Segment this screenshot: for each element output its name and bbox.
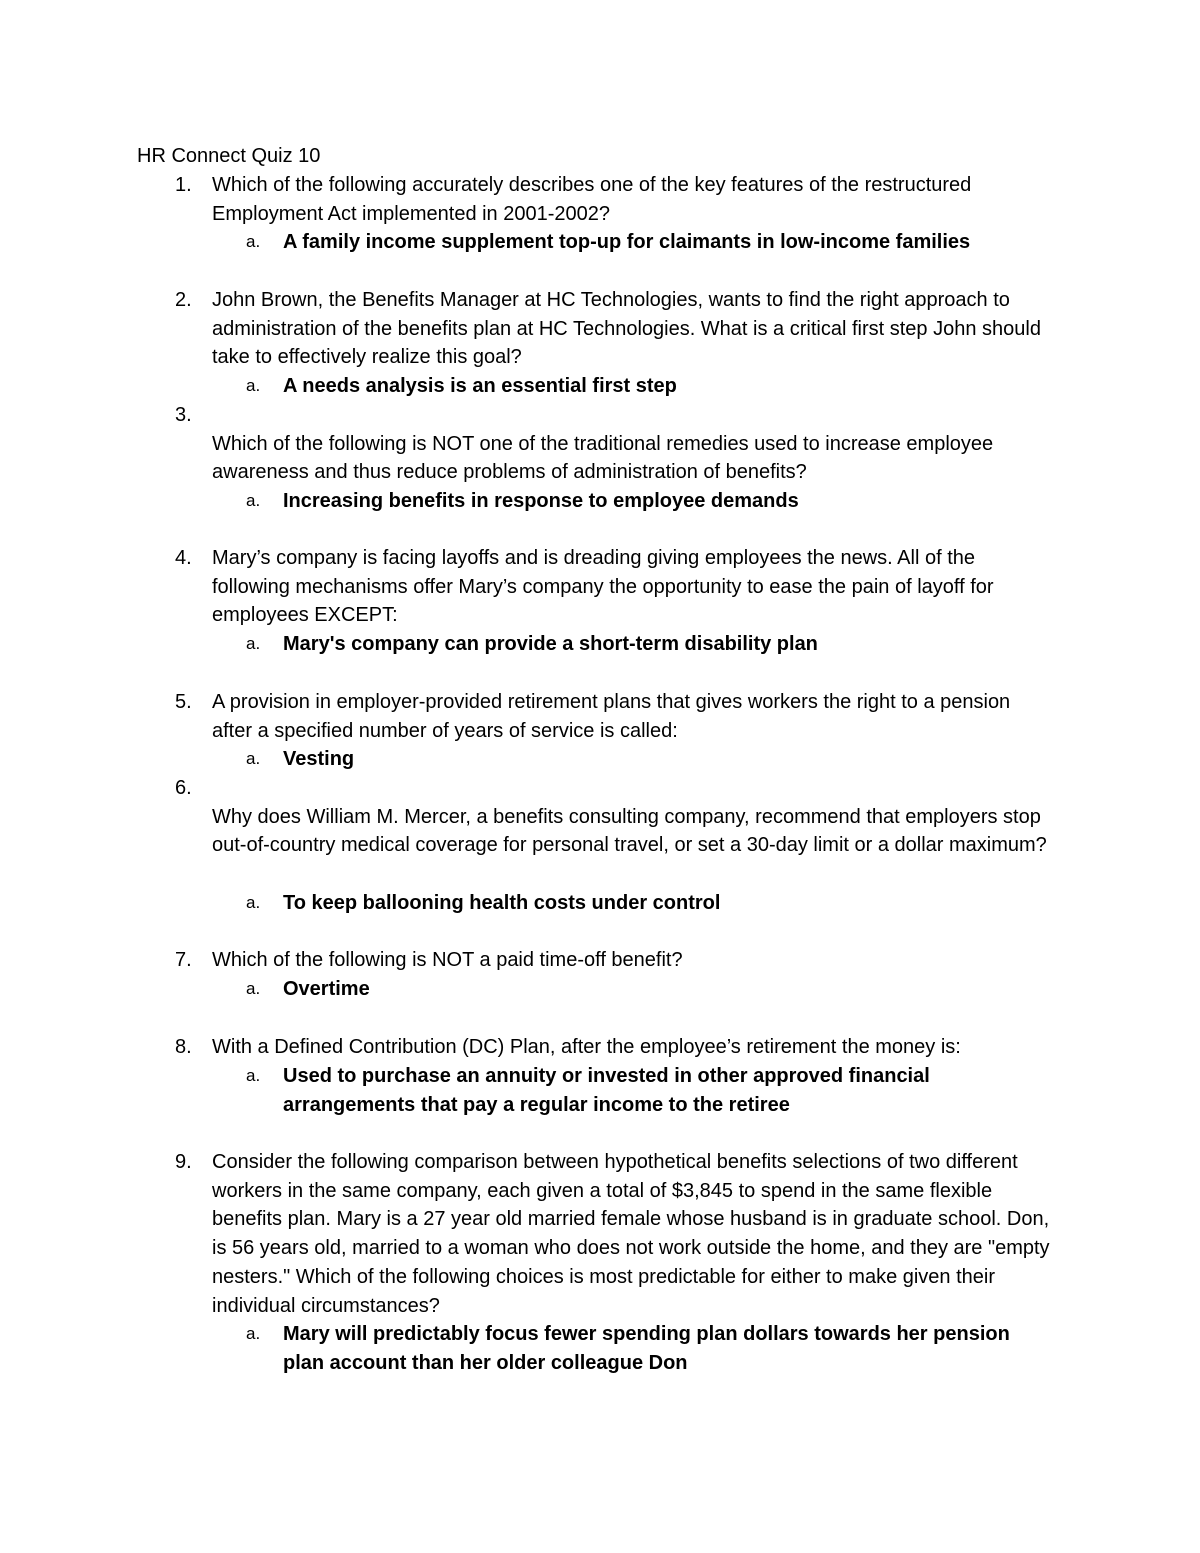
answer-letter: a. bbox=[246, 979, 261, 998]
question-text: Which of the following is NOT one of the traditional remedies used to increase employee awareness and thus reduce problems of administration of benefits? bbox=[212, 432, 994, 484]
answer-letter: a. bbox=[246, 232, 261, 251]
question-text: Consider the following comparison between hypothetical benefits selections of two different workers in the same company, each given a total of $3,845 to spend in the same flexible benefits plan. Mary is a 27 year old married female whose husband is in graduate school. Don, is 56 years old, married to a woman who does not work outside the home, and they are "empty nesters." Which of the following choices is most predictable for either to make given their individual circumstances? bbox=[212, 1151, 1050, 1317]
question-text: A provision in employer-provided retirement plans that gives workers the right to a pension after a specified number of years of service is called: bbox=[212, 691, 1011, 742]
answer-letter: a. bbox=[246, 1066, 261, 1085]
question-text: Which of the following accurately describes one of the key features of the restructured Employment Act implemented in 2001-2002? bbox=[212, 174, 972, 225]
answer-text: Overtime bbox=[283, 978, 370, 1000]
question-text: John Brown, the Benefits Manager at HC Technologies, wants to find the right approach to administration of the benefits plan at HC Technologies. What is a critical first step John should take to effectively realize this goal? bbox=[212, 289, 1041, 369]
answer-text: A needs analysis is an essential first step bbox=[283, 375, 677, 397]
answer-text: To keep ballooning health costs under control bbox=[283, 892, 721, 914]
question-text: With a Defined Contribution (DC) Plan, after the employee’s retirement the money is: bbox=[212, 1036, 961, 1058]
answer-text: A family income supplement top-up for claimants in low-income families bbox=[283, 231, 971, 253]
answer-letter: a. bbox=[246, 1324, 261, 1343]
question-number: 9. bbox=[175, 1151, 192, 1173]
document-title: HR Connect Quiz 10 bbox=[137, 145, 321, 167]
answer-text: Mary will predictably focus fewer spending plan dollars towards her pension plan account than her older colleague Don bbox=[283, 1323, 1010, 1374]
answer-text: Mary's company can provide a short-term disability plan bbox=[283, 633, 818, 655]
question-text: Which of the following is NOT a paid time-off benefit? bbox=[212, 949, 683, 971]
answer-text: Increasing benefits in response to employee demands bbox=[283, 490, 799, 512]
question-number: 6. bbox=[175, 777, 192, 799]
question-number: 3. bbox=[175, 404, 192, 426]
question-number: 5. bbox=[175, 691, 192, 713]
answer-text: Vesting bbox=[283, 748, 355, 770]
question-number: 8. bbox=[175, 1036, 192, 1058]
answer-letter: a. bbox=[246, 893, 261, 912]
answer-letter: a. bbox=[246, 376, 261, 395]
question-number: 2. bbox=[175, 289, 192, 311]
answer-letter: a. bbox=[246, 491, 261, 510]
question-number: 7. bbox=[175, 949, 192, 971]
answer-text: Used to purchase an annuity or invested in other approved financial arrangements that pay a regular income to the retiree bbox=[283, 1065, 930, 1116]
question-number: 1. bbox=[175, 174, 192, 196]
question-text: Why does William M. Mercer, a benefits consulting company, recommend that employers stop out-of-country medical coverage for personal travel, or set a 30-day limit or a dollar maximum? bbox=[212, 805, 1047, 857]
question-text: Mary’s company is facing layoffs and is dreading giving employees the news. All of the following mechanisms offer Mary’s company the opportunity to ease the pain of layoff for employees EXCEPT: bbox=[212, 547, 994, 627]
question-number: 4. bbox=[175, 547, 192, 569]
answer-letter: a. bbox=[246, 634, 261, 653]
answer-letter: a. bbox=[246, 749, 261, 768]
